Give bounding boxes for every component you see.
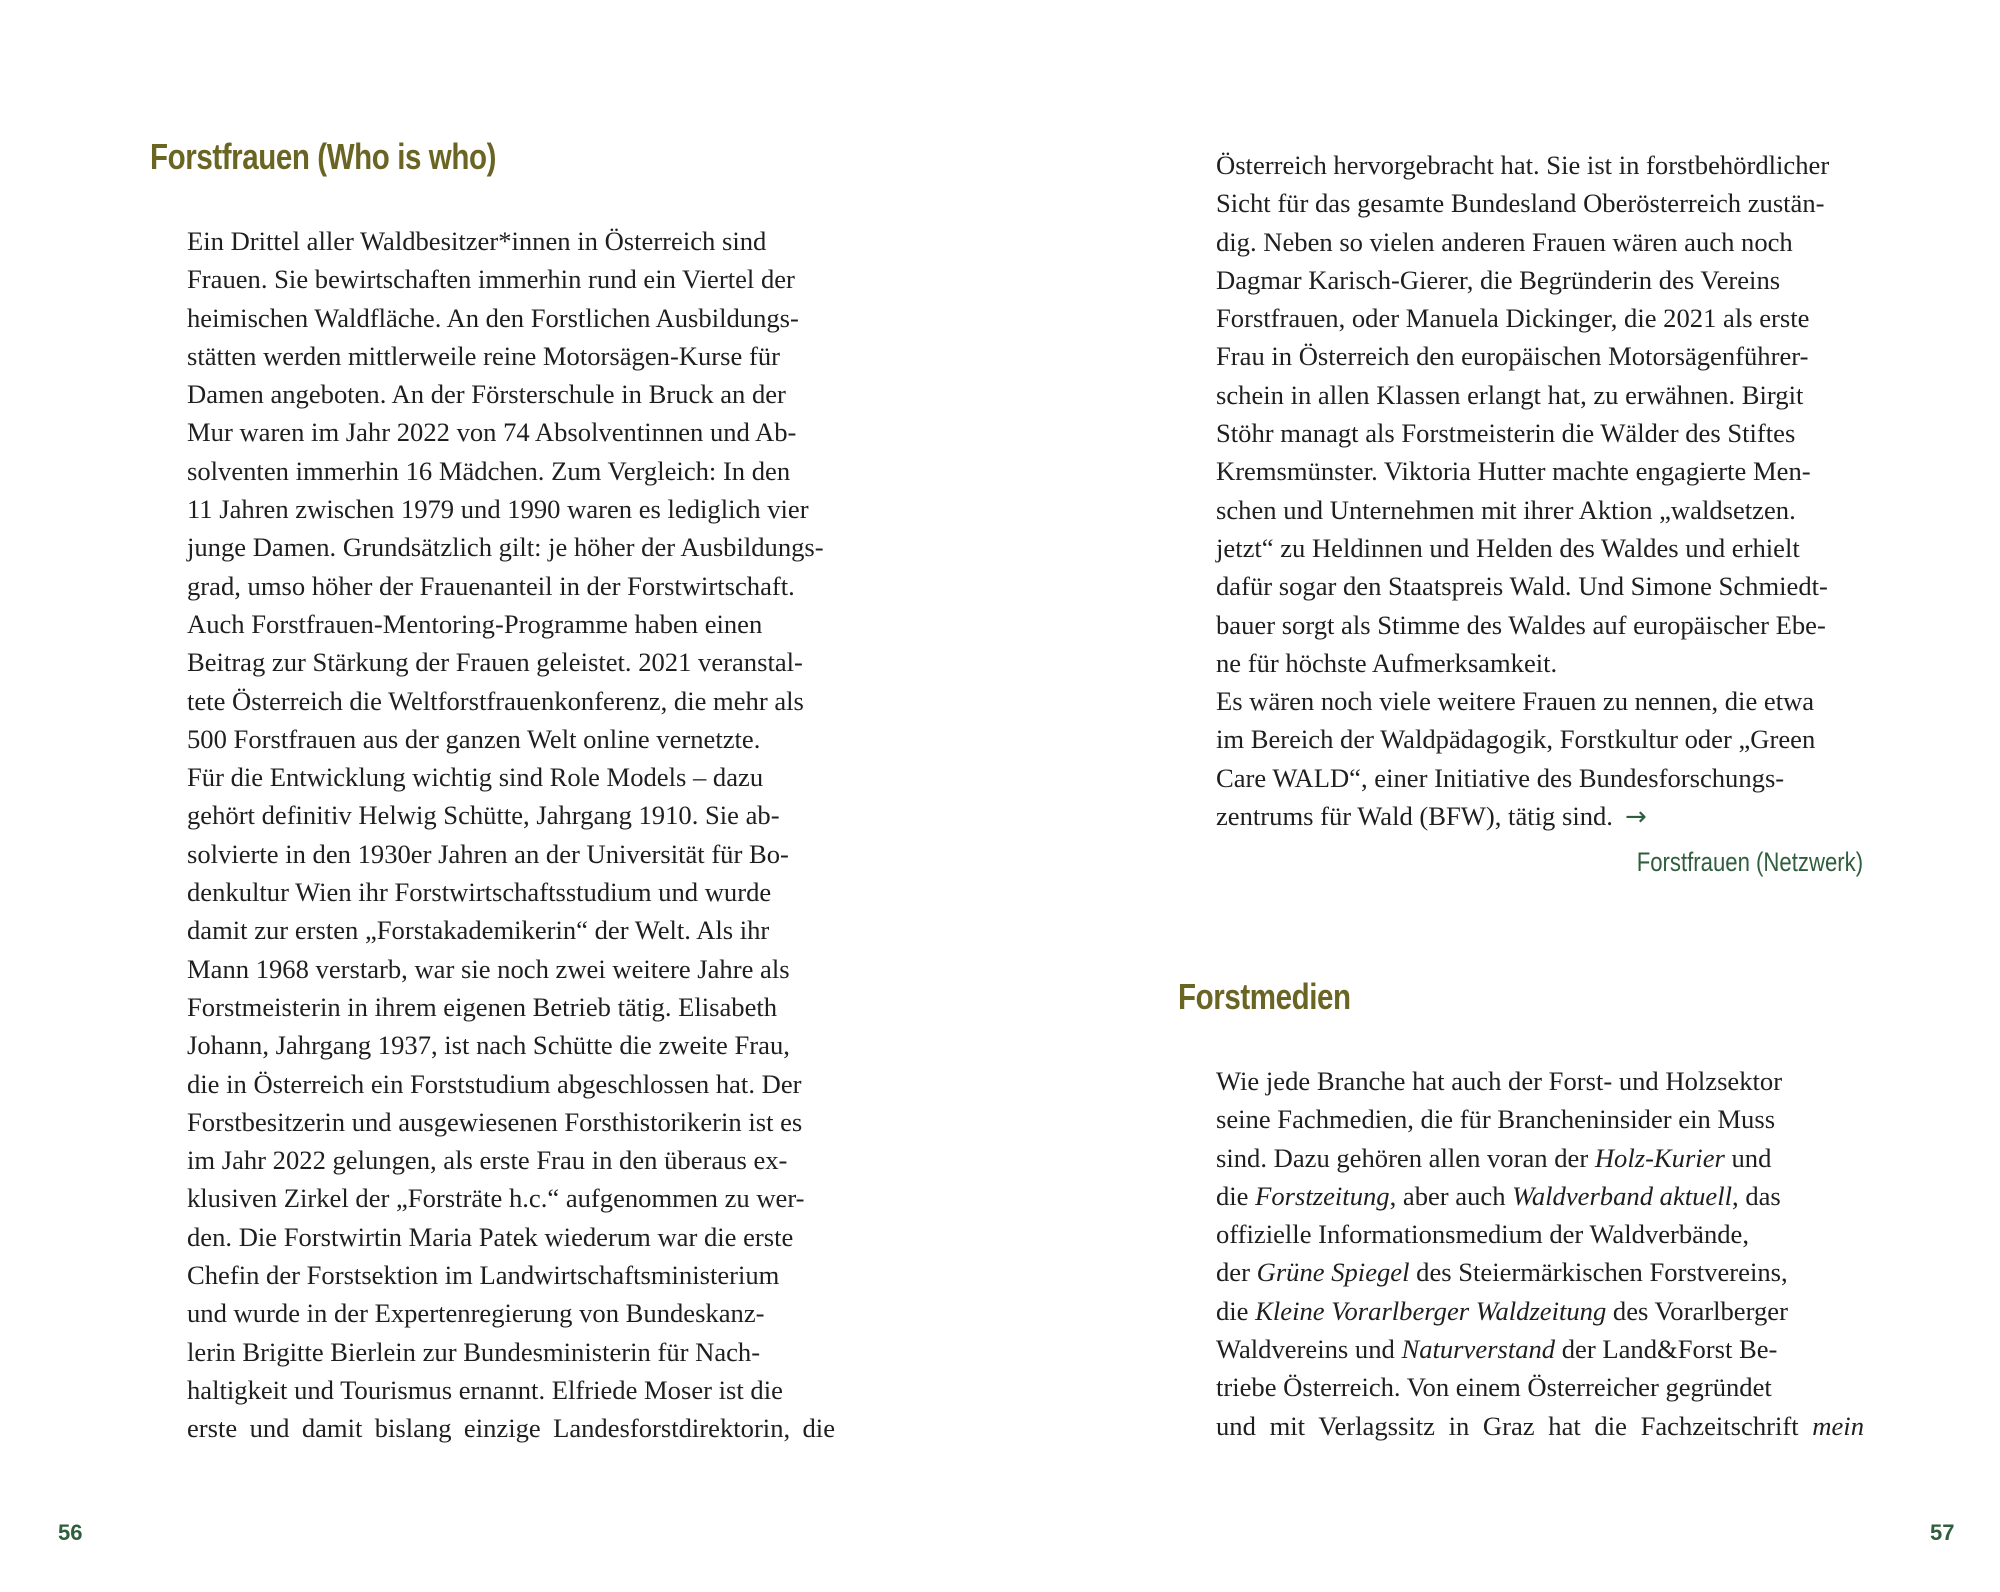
text-line: Kremsmünster. Viktoria Hutter machte engagierte Men- xyxy=(1216,456,1811,487)
crossref-link-forstfrauen-netzwerk[interactable]: Forstfrauen (Netzwerk) xyxy=(1636,847,1863,877)
text-line: und mit Verlagssitz in Graz hat die Fachzeitschrift mein xyxy=(1216,1410,1864,1441)
text-line: Österreich hervorgebracht hat. Sie ist in forstbehördlicher xyxy=(1216,150,1830,180)
text-line: im Bereich der Waldpädagogik, Forstkultur oder „Green xyxy=(1216,724,1816,755)
page-number-right: 57 xyxy=(1930,1520,1955,1545)
text-line: seine Fachmedien, die für Brancheninsider ein Muss xyxy=(1216,1104,1776,1135)
text-line: Damen angeboten. An der Försterschule in Bruck an der xyxy=(187,379,786,410)
publication-title: Grüne Spiegel xyxy=(1256,1257,1410,1288)
text-line: Johann, Jahrgang 1937, ist nach Schütte die zweite Frau, xyxy=(187,1030,790,1061)
page-number-left: 56 xyxy=(58,1520,83,1545)
text-line: offizielle Informationsmedium der Waldverbände, xyxy=(1216,1219,1750,1250)
section-heading-forstfrauen-who-is-who: Forstfrauen (Who is who) xyxy=(150,136,497,177)
text-line: Chefin der Forstsektion im Landwirtschaftsministerium xyxy=(187,1260,780,1291)
text-line: Wie jede Branche hat auch der Forst- und Holzsektor xyxy=(1216,1066,1783,1096)
text-line: stätten werden mittlerweile reine Motorsägen-Kurse für xyxy=(187,340,780,371)
forstmedien-body-text xyxy=(1216,1062,1864,1445)
text-line: 500 Forstfrauen aus der ganzen Welt online vernetzte. xyxy=(187,723,761,754)
text-line: im Jahr 2022 gelungen, als erste Frau in den überaus ex- xyxy=(187,1145,788,1176)
right-page xyxy=(1000,0,2000,1592)
publication-title: Forstzeitung xyxy=(1255,1180,1390,1211)
text-line: Für die Entwicklung wichtig sind Role Models – dazu xyxy=(187,762,764,793)
text-line: und wurde in der Expertenregierung von Bundeskanz- xyxy=(187,1298,765,1329)
text-line: die Forstzeitung, aber auch Waldverband aktuell, das xyxy=(1216,1180,1781,1211)
text-line: damit zur ersten „Forstakademikerin“ der Welt. Als ihr xyxy=(187,915,770,946)
text-line: klusiven Zirkel der „Forsträte h.c.“ aufgenommen zu wer- xyxy=(187,1183,805,1214)
text-line: jetzt“ zu Heldinnen und Helden des Waldes und erhielt xyxy=(1216,532,1800,563)
text-line: solventen immerhin 16 Mädchen. Zum Vergleich: In den xyxy=(187,455,791,486)
text-line: Forstbesitzerin und ausgewiesenen Forsthistorikerin ist es xyxy=(187,1106,803,1137)
text-line: grad, umso höher der Frauenanteil in der Forstwirtschaft. xyxy=(187,570,795,601)
text-line: junge Damen. Grundsätzlich gilt: je höher der Ausbildungs- xyxy=(187,532,824,563)
text-line: schen und Unternehmen mit ihrer Aktion „waldsetzen. xyxy=(1216,494,1796,525)
publication-title: Waldverband aktuell xyxy=(1512,1180,1733,1211)
text-line: die in Österreich ein Forststudium abgeschlossen hat. Der xyxy=(187,1068,802,1099)
text-line: Es wären noch viele weitere Frauen zu nennen, die etwa xyxy=(1216,686,1815,717)
text-line: solvierte in den 1930er Jahren an der Universität für Bo- xyxy=(187,838,789,869)
section-heading-forstmedien: Forstmedien xyxy=(1178,976,1351,1017)
text-line: triebe Österreich. Von einem Österreicher gegründet xyxy=(1216,1372,1772,1403)
text-line: Beitrag zur Stärkung der Frauen geleistet. 2021 veranstal- xyxy=(187,647,803,678)
text-line: gehört definitiv Helwig Schütte, Jahrgang 1910. Sie ab- xyxy=(187,800,780,831)
text-line: Sicht für das gesamte Bundesland Oberösterreich zustän- xyxy=(1216,188,1825,219)
text-line: heimischen Waldfläche. An den Forstlichen Ausbildungs- xyxy=(187,302,799,333)
text-line: Auch Forstfrauen-Mentoring-Programme haben einen xyxy=(187,608,763,639)
text-line: ne für höchste Aufmerksamkeit. xyxy=(1216,647,1558,678)
text-line: haltigkeit und Tourismus ernannt. Elfriede Moser ist die xyxy=(187,1374,783,1405)
text-line: erste und damit bislang einzige Landesforstdirektorin, die xyxy=(187,1413,835,1444)
right-body-text-continuation xyxy=(1216,146,1864,836)
text-line: die Kleine Vorarlberger Waldzeitung des Vorarlberger xyxy=(1216,1295,1788,1326)
text-line: schein in allen Klassen erlangt hat, zu erwähnen. Birgit xyxy=(1216,379,1804,410)
text-line: tete Österreich die Weltforstfrauenkonferenz, die mehr als xyxy=(187,685,804,716)
left-body-text xyxy=(187,222,835,1448)
text-line: Dagmar Karisch-Gierer, die Begründerin des Vereins xyxy=(1216,264,1781,295)
text-line: lerin Brigitte Bierlein zur Bundesministerin für Nach- xyxy=(187,1336,761,1367)
text-line: Care WALD“, einer Initiative des Bundesforschungs- xyxy=(1216,762,1785,793)
publication-title: Naturverstand xyxy=(1401,1334,1556,1365)
text-line: dafür sogar den Staatspreis Wald. Und Simone Schmiedt- xyxy=(1216,571,1828,602)
text-line: 11 Jahren zwischen 1979 und 1990 waren es lediglich vier xyxy=(187,494,809,525)
text-line: Forstfrauen, oder Manuela Dickinger, die 2021 als erste xyxy=(1216,303,1810,334)
text-line: der Grüne Spiegel des Steiermärkischen Forstvereins, xyxy=(1216,1257,1788,1288)
text-line: Frauen. Sie bewirtschaften immerhin rund ein Viertel der xyxy=(187,264,795,295)
text-line: Ein Drittel aller Waldbesitzer*innen in Österreich sind xyxy=(187,226,767,256)
publication-title: mein xyxy=(1812,1410,1864,1441)
arrow-right-icon: → xyxy=(1624,802,1647,833)
text-line: sind. Dazu gehören allen voran der Holz-Kurier und xyxy=(1216,1142,1772,1173)
text-line: dig. Neben so vielen anderen Frauen wären auch noch xyxy=(1216,226,1793,257)
text-line: Waldvereins und Naturverstand der Land&Forst Be- xyxy=(1216,1334,1778,1365)
text-line: Forstmeisterin in ihrem eigenen Betrieb tätig. Elisabeth xyxy=(187,991,778,1022)
publication-title: Kleine Vorarlberger Waldzeitung xyxy=(1255,1295,1607,1326)
text-line: Mur waren im Jahr 2022 von 74 Absolventinnen und Ab- xyxy=(187,417,797,448)
text-line: bauer sorgt als Stimme des Waldes auf europäischer Ebe- xyxy=(1216,609,1826,640)
text-line: Stöhr managt als Forstmeisterin die Wälder des Stiftes xyxy=(1216,418,1796,449)
text-line: denkultur Wien ihr Forstwirtschaftsstudium und wurde xyxy=(187,877,772,908)
text-line: den. Die Forstwirtin Maria Patek wiederum war die erste xyxy=(187,1221,794,1252)
publication-title: Holz-Kurier xyxy=(1594,1142,1725,1173)
text-line: zentrums für Wald (BFW), tätig sind. → xyxy=(1216,797,1864,836)
text-line: Mann 1968 verstarb, war sie noch zwei weitere Jahre als xyxy=(187,953,790,984)
text-line: Frau in Österreich den europäischen Motorsägenführer- xyxy=(1216,341,1809,372)
